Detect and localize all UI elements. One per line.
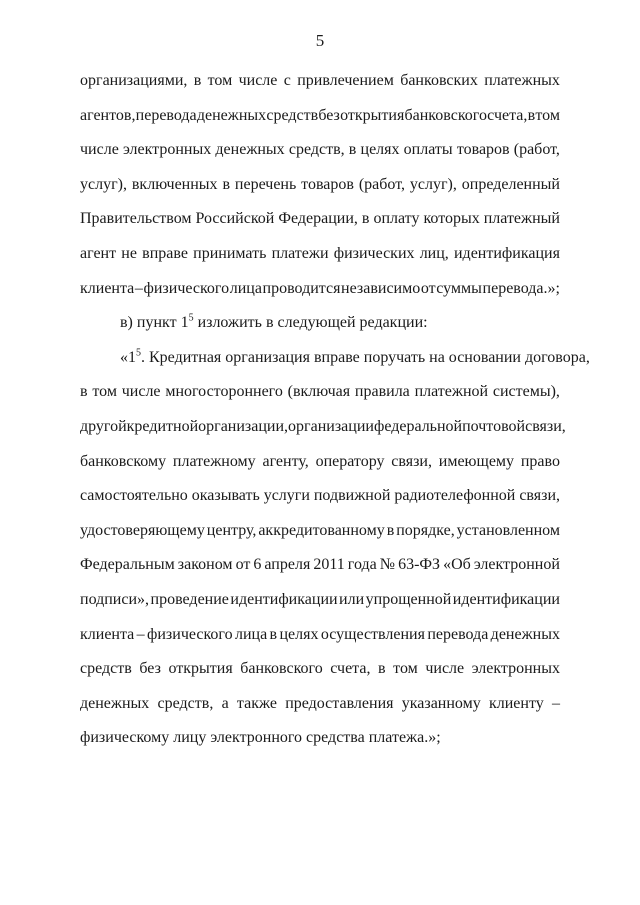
- text-line: числе электронных денежных средств, в целях оплаты товаров (работ,: [80, 141, 560, 159]
- item-v-suffix: изложить в следующей редакции:: [193, 314, 428, 332]
- quote-first-rest: . Кредитная организация вправе поручать на основании договора,: [141, 348, 590, 366]
- text-line: агент не вправе принимать платежи физических лиц, идентификация: [80, 244, 560, 262]
- text-line: клиента – физического лица проводится независимо от суммы перевода.»;: [80, 279, 560, 297]
- quote-open: «1: [120, 348, 136, 366]
- paragraph-item-v: [80, 306, 560, 341]
- text-line: клиента – физического лица в целях осуществления перевода денежных: [80, 625, 560, 643]
- text-line: в том числе многостороннего (включая правила платежной системы),: [80, 383, 560, 401]
- text-line: банковскому платежному агенту, оператору связи, имеющему право: [80, 452, 560, 470]
- text-line: Федеральным законом от 6 апреля 2011 года № 63-ФЗ «Об электронной: [80, 556, 560, 574]
- quoted-clause-first-line: [80, 341, 590, 376]
- text-line: подписи», проведение идентификации или упрощенной идентификации: [80, 590, 560, 608]
- document-body: [80, 64, 590, 756]
- text-line: организациями, в том числе с привлечением банковских платежных: [80, 72, 560, 89]
- text-line: другой кредитной организации, организации федеральной почтовой связи,: [80, 417, 566, 435]
- page-number: 5: [315, 31, 325, 50]
- text-line: удостоверяющему центру, аккредитованному в порядке, установленном: [80, 521, 560, 539]
- text-line: средств без открытия банковского счета, в том числе электронных: [80, 660, 560, 678]
- item-v-prefix: в) пункт 1: [120, 314, 189, 332]
- item-v-superscript: 5: [188, 312, 194, 324]
- paragraph-continuation: [80, 64, 560, 306]
- quote-superscript: 5: [136, 347, 141, 359]
- text-line-last: физическому лицу электронного средства платежа.»;: [80, 729, 441, 747]
- text-line: самостоятельно оказывать услуги подвижной радиотелефонной связи,: [80, 487, 560, 505]
- text-line: денежных средств, а также предоставления указанному клиенту –: [80, 694, 560, 712]
- text-line: услуг), включенных в перечень товаров (работ, услуг), определенный: [80, 175, 560, 193]
- text-line: агентов, перевода денежных средств без открытия банковского счета, в том: [80, 106, 560, 124]
- text-line: Правительством Российской Федерации, в оплату которых платежный: [80, 210, 560, 228]
- paragraph-quoted-clause: [80, 341, 590, 756]
